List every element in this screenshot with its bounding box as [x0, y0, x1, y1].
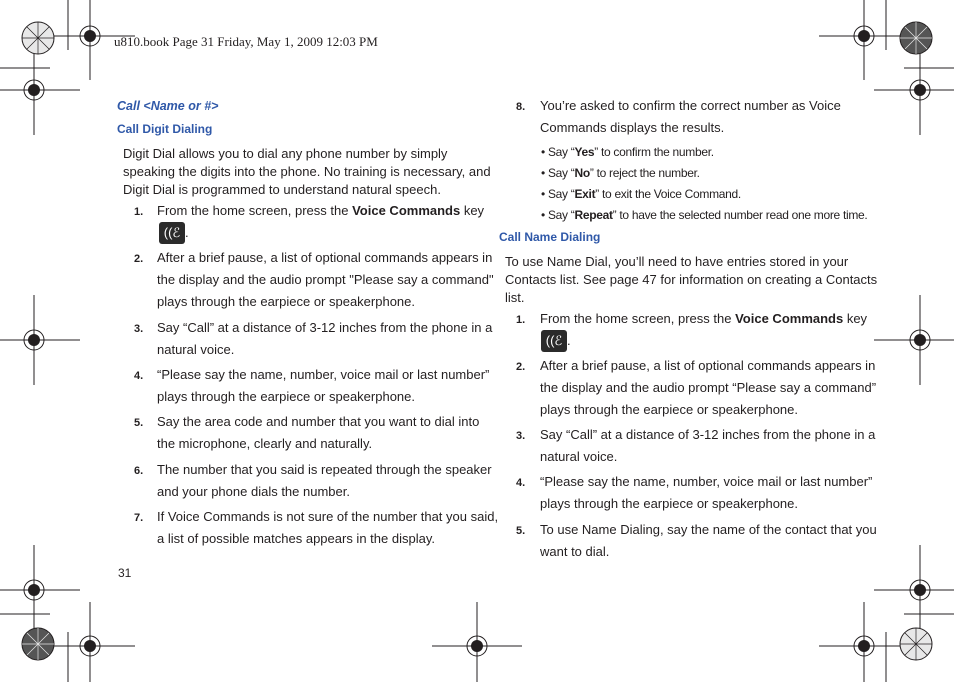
bullet-repeat: • Say “Repeat” to have the selected number read one more time.: [541, 208, 868, 222]
step-line: Say “Call” at a distance of 3-12 inches from the phone in a: [540, 427, 876, 442]
step-number: 1.: [516, 314, 526, 326]
intro-line: speaking the digits into the phone. No training is necessary, and: [123, 164, 491, 179]
bullet-text: ” to confirm the number.: [594, 145, 714, 159]
step-line: “Please say the name, number, voice mail or last number”: [540, 474, 873, 489]
step-text: key: [843, 311, 868, 326]
step-number: 2.: [134, 253, 144, 265]
step-2: [157, 247, 494, 313]
step-line: Commands displays the results.: [540, 120, 725, 135]
bullet-text: ” to exit the Voice Command.: [595, 187, 741, 201]
step-7: [157, 506, 498, 550]
step-number: 5.: [516, 525, 526, 537]
voice-commands-icon-glyph: ((ℰ: [159, 222, 185, 244]
step-line: and your phone dials the number.: [157, 484, 350, 499]
bullet-keyword: Exit: [574, 187, 596, 201]
step-line: plays through the earpiece or speakerphone.: [157, 294, 416, 309]
bullet-keyword: Yes: [574, 145, 595, 159]
intro-line: Digit Dial is programmed to understand natural speech.: [123, 182, 441, 197]
step-text: From the home screen, press the: [157, 203, 353, 218]
step-line: Say “Call” at a distance of 3-12 inches from the phone in a: [157, 320, 493, 335]
step-text: From the home screen, press the: [540, 311, 736, 326]
step-line: After a brief pause, a list of optional commands appears in: [540, 358, 876, 373]
step-3: [157, 317, 492, 361]
step-number: 2.: [516, 361, 526, 373]
step-text-tail: .: [185, 225, 189, 240]
step-number: 4.: [516, 477, 526, 489]
step-number: 5.: [134, 417, 144, 429]
step-6: [157, 459, 492, 503]
step-line: plays through the earpiece or speakerphone.: [540, 402, 799, 417]
step-line: the microphone, clearly and naturally.: [157, 436, 373, 451]
voice-commands-key-label: Voice Commands: [352, 203, 461, 218]
step-number: 8.: [516, 101, 526, 113]
voice-commands-icon-glyph: ((ℰ: [541, 330, 567, 352]
step-5: [540, 519, 877, 563]
step-number: 4.: [134, 370, 144, 382]
section-heading-digit-dialing: Call Digit Dialing: [117, 122, 213, 136]
voice-commands-icon: [159, 222, 189, 244]
bullet-yes: • Say “Yes” to confirm the number.: [541, 145, 714, 159]
step-line: a list of possible matches appears in the display.: [157, 531, 435, 546]
step-line: If Voice Commands is not sure of the number that you said,: [157, 509, 499, 524]
bullet-exit: • Say “Exit” to exit the Voice Command.: [541, 187, 741, 201]
step-number: 3.: [134, 323, 144, 335]
step-number: 1.: [134, 206, 144, 218]
step-line: You’re asked to confirm the correct number as Voice: [540, 98, 841, 113]
step-number: 6.: [134, 465, 144, 477]
page-number: 31: [118, 566, 132, 580]
step-1: [157, 200, 484, 222]
book-header: u810.book Page 31 Friday, May 1, 2009 12:03 PM: [114, 34, 378, 49]
step-8: [540, 95, 841, 139]
step-4: [540, 471, 872, 515]
intro-line: list.: [505, 290, 525, 305]
step-2: [540, 355, 876, 421]
step-line: “Please say the name, number, voice mail or last number”: [157, 367, 490, 382]
step-line: the display and the audio prompt "Please say a command": [157, 272, 494, 287]
step-line: want to dial.: [540, 544, 610, 559]
section-heading-name-dialing: Call Name Dialing: [499, 230, 601, 244]
step-line: The number that you said is repeated through the speaker: [157, 462, 492, 477]
voice-commands-key-label: Voice Commands: [735, 311, 844, 326]
step-5: [157, 411, 479, 455]
step-number: 7.: [134, 512, 144, 524]
intro-line: Digit Dial allows you to dial any phone number by simply: [123, 146, 448, 161]
step-line: the display and the audio prompt “Please say a command”: [540, 380, 877, 395]
intro-line: To use Name Dial, you’ll need to have entries stored in your: [505, 254, 849, 269]
step-3: [540, 424, 875, 468]
step-line: After a brief pause, a list of optional commands appears in: [157, 250, 493, 265]
step-line: Say the area code and number that you want to dial into: [157, 414, 480, 429]
step-line: plays through the earpiece or speakerphone.: [540, 496, 799, 511]
bullet-text: ” to have the selected number read one more time.: [612, 208, 868, 222]
step-1: [540, 308, 867, 330]
name-dial-intro: [505, 253, 877, 307]
intro-line: Contacts list. See page 47 for information on creating a Contacts: [505, 272, 878, 287]
step-line: plays through the earpiece or speakerphone.: [157, 389, 416, 404]
step-line: natural voice.: [540, 449, 618, 464]
step-4: [157, 364, 489, 408]
step-number: 3.: [516, 430, 526, 442]
page-heading: Call <Name or #>: [117, 99, 219, 113]
step-line: To use Name Dialing, say the name of the contact that you: [540, 522, 877, 537]
bullet-text: Say “: [547, 166, 575, 180]
bullet-text: Say “: [547, 208, 575, 222]
bullet-text: Say “: [547, 187, 575, 201]
bullet-no: • Say “No” to reject the number.: [541, 166, 700, 180]
voice-commands-icon: [541, 330, 571, 352]
step-text: key: [460, 203, 485, 218]
bullet-keyword: Repeat: [574, 208, 613, 222]
bullet-text: ” to reject the number.: [589, 166, 700, 180]
bullet-keyword: No: [574, 166, 590, 180]
step-line: natural voice.: [157, 342, 235, 357]
bullet-text: Say “: [547, 145, 575, 159]
step-text-tail: .: [567, 333, 571, 348]
digit-dial-intro: [123, 145, 491, 199]
